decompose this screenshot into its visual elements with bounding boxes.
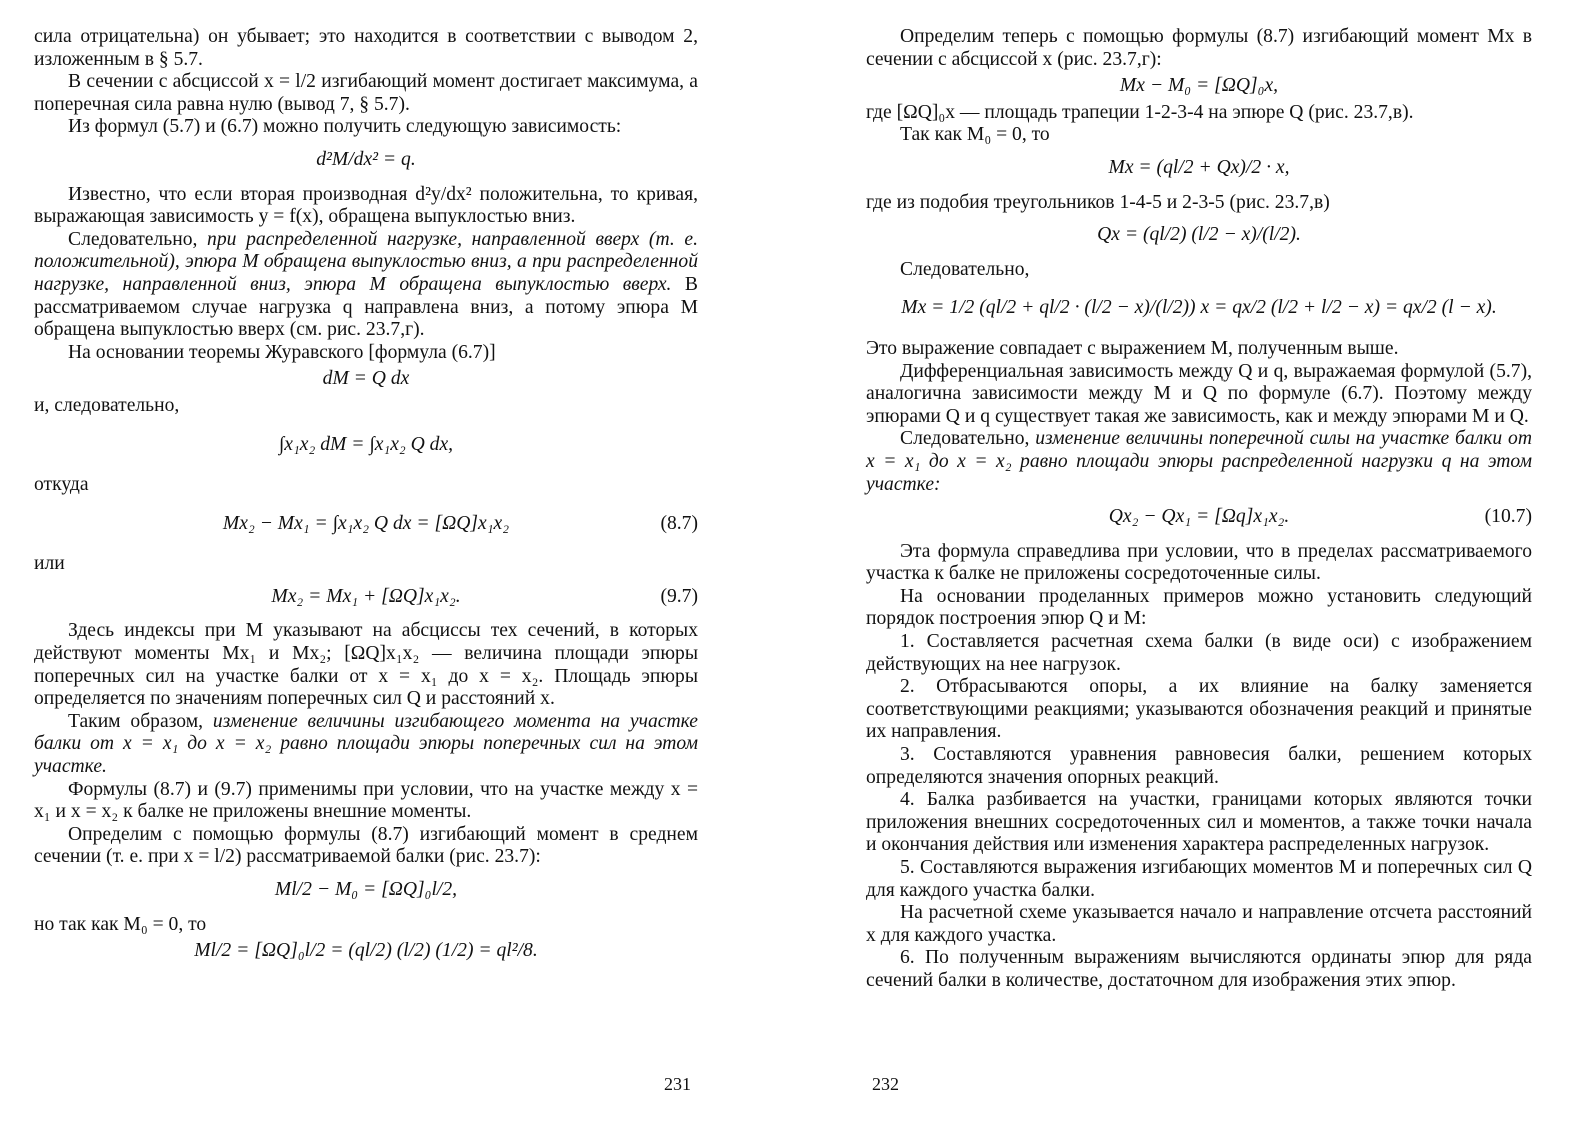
paragraph: Формулы (8.7) и (9.7) применимы при условии, что на участке между x = x₁ и x = x₂ к балке не приложены внешние моменты. — [34, 778, 698, 823]
paragraph: На основании теоремы Журавского [формула (6.7)] — [68, 341, 496, 363]
paragraph — [34, 711, 698, 779]
paragraph: Эта формула справедлива при условии, что в пределах рассматриваемого участка к балке не приложены сосредоточенные силы. — [866, 540, 1532, 585]
equation-number: (10.7) — [1484, 506, 1532, 528]
equation-8-7 — [34, 513, 698, 536]
equation-body: Mx₂ = Mx₁ + [ΩQ]x₁x₂. — [271, 585, 461, 607]
equation: Qx = (ql/2) (l/2 − x)/(l/2). — [1097, 224, 1301, 246]
paragraph: Это выражение совпадает с выражением M, полученным выше. — [866, 337, 1399, 359]
paragraph: и, следовательно, — [34, 394, 180, 416]
paragraph: но так как M₀ = 0, то — [34, 913, 207, 935]
paragraph: Дифференциальная зависимость между Q и q, выражаемая формулой (5.7), аналогична зависимости между M и Q по формуле (6.7). Поэтому между эпюрами Q и q существует такая же зависимость, как и между эпюрами M и Q. — [866, 360, 1532, 427]
equation-9-7 — [34, 586, 698, 609]
equation: Ml/2 = [ΩQ]₀l/2 = (ql/2) (l/2) (1/2) = ql²/8. — [194, 940, 538, 962]
paragraph: Известно, что если вторая производная d²y/dx² положительна, то кривая, выражающая зависимость y = f(x), обращена выпуклостью вниз. — [34, 183, 698, 228]
text: В рассматриваемом случае нагрузка q направлена вниз, а потому эпюра M обращена выпуклостью вверх (см. рис. 23.7,г). — [34, 273, 698, 341]
paragraph: где [ΩQ]₀x — площадь трапеции 1-2-3-4 на эпюре Q (рис. 23.7,в). — [866, 101, 1414, 123]
equation: dM = Q dx — [322, 368, 410, 390]
list-item: 2. Отбрасываются опоры, а их влияние на балку заменяется соответствующими реакциями; указываются обозначения реакций и принятые их направления. — [866, 676, 1532, 743]
paragraph: откуда — [34, 474, 89, 496]
paragraph: Здесь индексы при M указывают на абсциссы тех сечений, в которых действуют моменты Mx₁ и Mx₂; [ΩQ]x₁x₂ — величина площади эпюры поперечных сил на участке балки от x = x₁ до x = x₂. Площадь эпюры определяется по значениям поперечных сил Q и расстояний x. — [34, 620, 698, 710]
italic-text: изменение величины поперечной силы на участке балки от x = x₁ до x = x₂ равно площади эпюры распределенной нагрузки q на этом участке: — [866, 428, 1532, 495]
paragraph: На расчетной схеме указывается начало и направление отсчета расстояний x для каждого участка. — [866, 902, 1532, 946]
paragraph: Определим теперь с помощью формулы (8.7) изгибающий момент Mx в сечении с абсциссой x (рис. 23.7,г): — [866, 26, 1532, 70]
left-page — [34, 26, 698, 967]
equation: Mx = (ql/2 + Qx)/2 · x, — [1108, 156, 1290, 178]
text: Следовательно, — [68, 228, 208, 250]
equation-number: (9.7) — [660, 585, 698, 607]
paragraph: Так как M₀ = 0, то — [900, 124, 1050, 146]
paragraph: На основании проделанных примеров можно установить следующий порядок построения эпюр Q и M: — [866, 585, 1532, 630]
text: Таким образом, — [68, 710, 213, 732]
text: Следовательно, — [900, 428, 1036, 450]
list-item: 3. Составляются уравнения равновесия балки, решением которых определяются значения опорных реакций. — [866, 744, 1532, 788]
paragraph — [34, 229, 698, 342]
equation: d²M/dx² = q. — [316, 148, 416, 170]
equation: ∫x₁x₂ dM = ∫x₁x₂ Q dx, — [278, 433, 454, 455]
italic-text: при распределенной нагрузке, направленной вверх (т. е. положительной), эпюра M обращена выпуклостью вниз, а при распределенной нагрузке, направленной вниз, эпюра M обращена выпуклостью вверх. — [34, 228, 698, 295]
paragraph: или — [34, 553, 65, 575]
equation-number: (8.7) — [660, 512, 698, 534]
paragraph: В сечении с абсциссой x = l/2 изгибающий момент достигает максимума, а поперечная сила равна нулю (вывод 7, § 5.7). — [34, 71, 698, 115]
page-number: 231 — [664, 1074, 691, 1094]
equation-body: Qx₂ − Qx₁ = [Ωq]x₁x₂. — [1108, 506, 1290, 528]
equation-10-7 — [866, 506, 1532, 529]
paragraph: Определим с помощью формулы (8.7) изгибающий момент в среднем сечении (т. е. при x = l/2) рассматриваемой балки (рис. 23.7): — [34, 823, 698, 868]
list-item: 1. Составляется расчетная схема балки (в виде оси) с изображением действующих на нее нагрузок. — [866, 631, 1532, 675]
paragraph: Следовательно, — [900, 258, 1030, 280]
paragraph: где из подобия треугольников 1-4-5 и 2-3-5 (рис. 23.7,в) — [866, 191, 1330, 213]
paragraph: сила отрицательна) он убывает; это находится в соответствии с выводом 2, изложенным в § 5.7. — [34, 26, 698, 70]
equation-body: Mx₂ − Mx₁ = ∫x₁x₂ Q dx = [ΩQ]x₁x₂ — [222, 512, 510, 534]
equation: Mx − M₀ = [ΩQ]₀x, — [1119, 75, 1279, 97]
paragraph: Из формул (5.7) и (6.7) можно получить следующую зависимость: — [68, 116, 622, 138]
list-item: 4. Балка разбивается на участки, границами которых являются точки приложения внешних сосредоточенных сил и моментов, а также точки начала и окончания действия или изменения характера распределенных нагрузок. — [866, 789, 1532, 856]
italic-text: изменение величины изгибающего момента на участке балки от x = x₁ до x = x₂ равно площади эпюры поперечных сил на этом участке. — [34, 710, 698, 778]
list-item: 5. Составляются выражения изгибающих моментов M и поперечных сил Q для каждого участка балки. — [866, 857, 1532, 901]
right-page — [866, 26, 1532, 993]
paragraph — [866, 428, 1532, 496]
equation: Ml/2 − M₀ = [ΩQ]₀l/2, — [274, 879, 458, 900]
list-item: 6. По полученным выражениям вычисляются ординаты эпюр для ряда сечений балки в количестве, достаточном для изображения этих эпюр. — [866, 947, 1532, 991]
page-number: 232 — [872, 1074, 899, 1094]
equation: Mx = 1/2 (ql/2 + ql/2 · (l/2 − x)/(l/2)) x = qx/2 (l/2 + l/2 − x) = qx/2 (l − x). — [901, 297, 1497, 319]
